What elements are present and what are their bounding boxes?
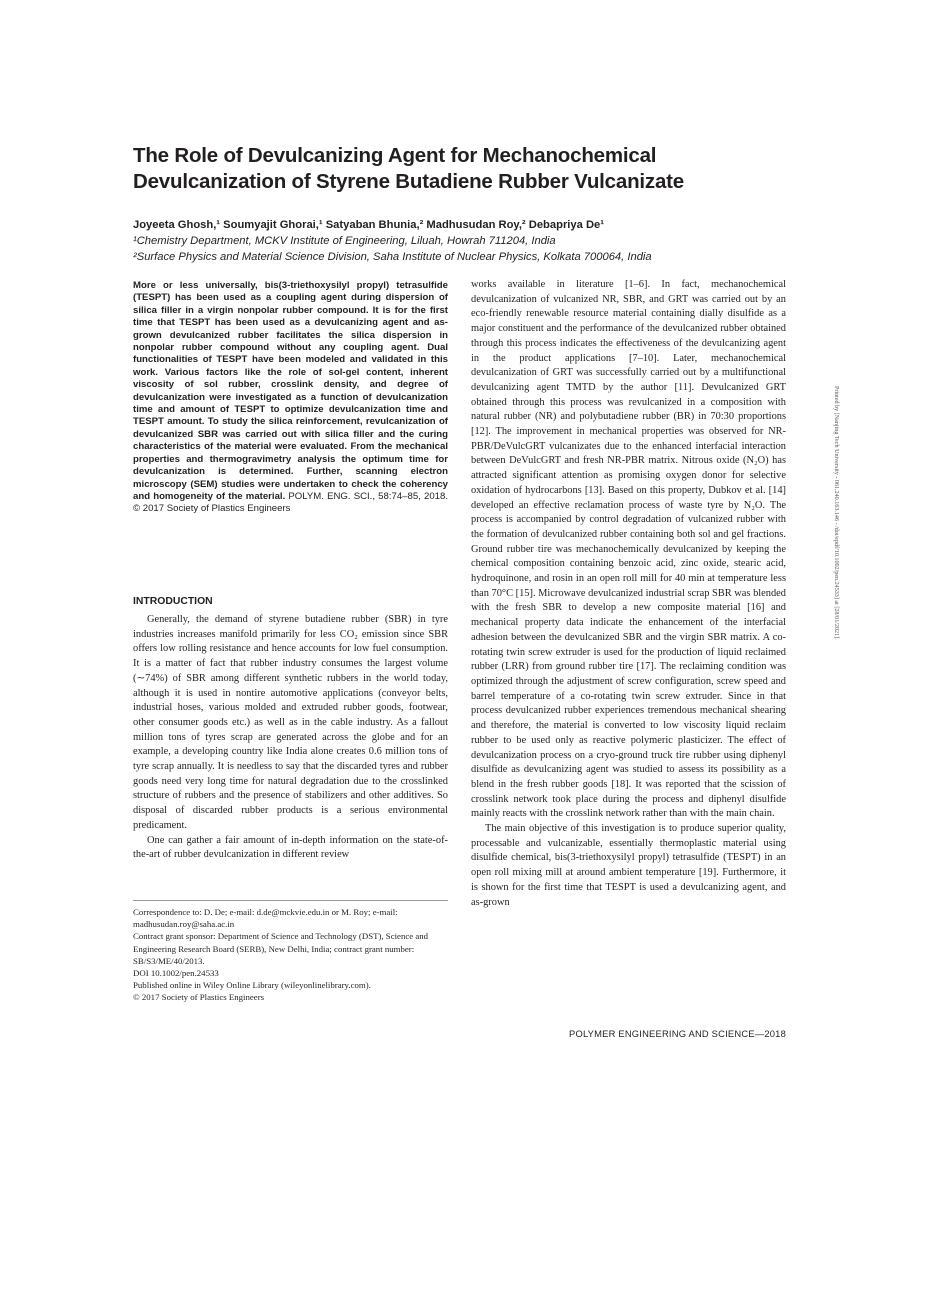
right-paragraph-2: The main objective of this investigation is to produce superior quality, processable and vulcanizable, essentially thermoplastic material using disulfide chemical, bis(3-triethoxysilyl propyl) tetrasulfide (TESPT) in an open roll mixing mill at around ambient temperature [19]. Furthermore, it is shown for the first time that TESPT is used a devulcanizing agent, and as-grown [471,823,786,908]
title-line-2: Devulcanization of Styrene Butadiene Rubber Vulcanizate [133,170,684,193]
intro-paragraph-1: Generally, the demand of styrene butadiene rubber (SBR) in tyre industries increases manifold primarily for less CO₂ emission since SBR offers low rolling resistance and hence accounts for low fuel consumption. It is a matter of fact that rubber industry consumes the largest volume (∼74%) of SBR among different synthetic rubbers in the world today, although it is used in nontire automotive applications (conveyor belts, industrial hoses, various molded and extruded rubber goods, footwear, other consumer goods etc.) as well as in the cable industry. As a fallout million tons of tyres scrap are generated across the globe and for an example, a developing country like India alone creates 0.6 million tons of tyre scrap annually. It is needless to say that the discarded tyres and rubber goods need very long time for natural degradation due to the crosslinked structure of rubbers and the presence of stabilizers and other additives. So disposal of discarded rubber products is a serious environmental predicament. [133,614,448,831]
right-paragraph-1: works available in literature [1–6]. In fact, mechanochemical devulcanization of vulcanized NR, SBR, and GRT was carried out by an eco-friendly renewable resource material containing dially disulfide as a major constituent and the performance of the devulcanized rubber obtained through this process indicates the effectiveness of the devulcanizing agent in the product applications [7–10]. Later, mechanochemical devulcanization of GRT was successfully carried out by a multifunctional devulcanizing agent TMTD by the author [11]. Devulcanized GRT obtained through this process was revulcanized in a composition with natural rubber (NR) and polybutadiene rubber (BR) in 70:30 proportions [12]. The improvement in mechanical properties was observed for NR-PBR/DeVulcGRT vulcanizates due to the enhanced interfacial interaction between DeVulcGRT and fresh NR-PBR matrix. Nitrous oxide (N₂O) has attracted significant attention as promising oxygen donor for selective oxidation of hydrocarbons [13]. Based on this property, Dubkov et al. [14] developed an effective reclamation process of waste tyre by N₂O. The process is accompanied by control degradation of vulcanized rubber with the formation of devulcanized rubber containing both sol and gel fractions. Ground rubber tire was mechanochemically devulcanized by keeping the chemical composition containing benzoic acid, zinc oxide, stearic acid, hydroquinone, and rosin in an open roll mill for 40 min at temperature less than 70°C [15]. Microwave devulcanized industrial scrap SBR was blended with the fresh SBR to develop a new composite material [16] and mechanical property data indicate the enhancement of the interfacial adhesion between the devulcanized SBR and the virgin SBR matrix. A co-rotating twin screw extruder is used for the production of liquid reclaimed rubber (LRR) from ground rubber tire [17]. The reclaiming condition was optimized through the adjustment of screw configuration, screw speed and barrel temperature of a co-rotating twin screw extruder. Since in that process devulcanized rubber experiences tremendous mechanical shearing and therefore, the material is converted to low viscosity liquid reclaim rubber to be used only as reactive polymeric plasticizer. The effect of devulcanization process on a cryo-ground truck tire rubber using diphenyl disulfide as devulcanizing agent was studied to assess its possibility as a blend in the fresh rubber goods [18]. It was reported that the scission of crosslink network took place during the process and diphenyl disulfide mainly reacts with the crosslink network rather than with the main chain. [471,279,786,820]
side-watermark-text: Printed by [Nanjing Tech University - 061.240.163.146 - /doi/epdf/10.1002/pen.24533] at [28/01/2021]. [833,386,839,640]
affiliation-1: ¹Chemistry Department, MCKV Institute of Engineering, Liluah, Howrah 711204, India [133,235,556,247]
footnotes [133,906,448,1004]
author-names: Joyeeta Ghosh,¹ Soumyajit Ghorai,¹ Satyaban Bhunia,² Madhusudan Roy,² Debapriya De¹ [133,219,604,231]
article-title [133,143,793,195]
doi-note: DOI 10.1002/pen.24533 [133,968,219,979]
introduction-heading: INTRODUCTION [133,596,213,607]
right-column [471,278,786,910]
copyright-note: © 2017 Society of Plastics Engineers [133,992,265,1003]
correspondence-note: Correspondence to: D. De; e-mail: d.de@mckvie.edu.in or M. Roy; e-mail: madhusudan.roy@saha.ac.in [133,907,398,930]
author-block [133,217,833,265]
affiliation-2: ²Surface Physics and Material Science Division, Saha Institute of Nuclear Physics, Kolkata 700064, India [133,251,652,263]
introduction-body [133,613,448,863]
side-watermark [828,386,842,666]
grant-note: Contract grant sponsor: Department of Science and Technology (DST), Science and Engineering Research Board (SERB), New Delhi, India; contract grant number: SB/S3/ME/40/2013. [133,931,429,966]
title-line-1: The Role of Devulcanizing Agent for Mechanochemical [133,144,657,167]
journal-footer: POLYMER ENGINEERING AND SCIENCE—2018 [569,1028,786,1039]
abstract-text: More or less universally, bis(3-triethoxysilyl propyl) tetrasulfide (TESPT) has been used as a coupling agent during dispersion of silica filler in a virgin nonpolar rubber compound. It is for the first time that TESPT has been used as a devulcanizing agent and as-grown devulcanized rubber facilitates the silica dispersion in nonpolar rubber compound without any coupling agent. Dual functionalities of TESPT have been modeled and validated in this work. Various factors like the role of sol-gel content, inherent viscosity of sol rubber, crosslink density, and degree of devulcanization were investigated as a function of devulcanization time and amount of TESPT to optimize devulcanization time and TESPT amount. To study the silica reinforcement, revulcanization of devulcanized SBR was carried out with silica filler and the curing characteristics of the material were evaluated. From the mechanical properties and thermogravimetry analysis the optimum time for devulcanization is determined. Further, scanning electron microscopy (SEM) studies were undertaken to check the coherency and homogeneity of the material. [133,280,448,502]
published-note: Published online in Wiley Online Library (wileyonlinelibrary.com). [133,980,371,991]
abstract [133,280,448,516]
intro-paragraph-2: One can gather a fair amount of in-depth information on the state-of-the-art of rubber devulcanization in different review [133,834,448,861]
footnote-divider [133,900,448,901]
abstract-citation: POLYM. ENG. SCI., 58:74–85, 2018. © 2017 Society of Plastics Engineers [133,490,448,515]
